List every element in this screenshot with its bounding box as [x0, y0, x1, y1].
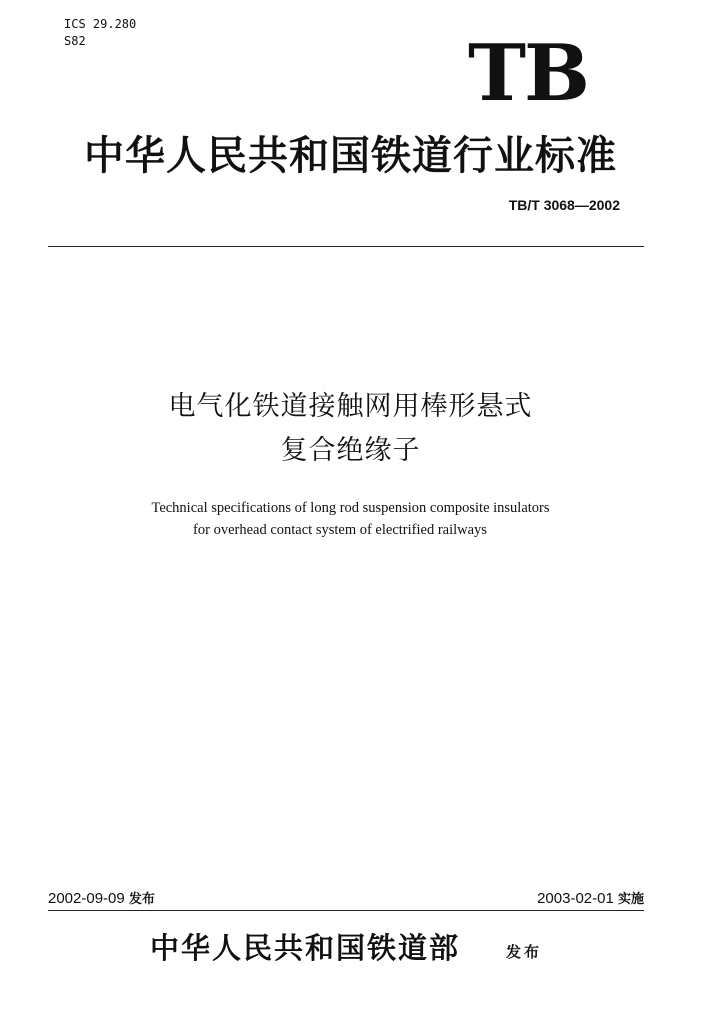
- issue-label: 发布: [128, 892, 155, 907]
- standard-number: TB/T 3068—2002: [508, 197, 620, 213]
- chinese-title-line-1: 电气化铁道接触网用棒形悬式: [168, 391, 533, 422]
- tb-logo: TB: [468, 28, 588, 119]
- implementation-label: 实施: [617, 892, 644, 907]
- ics-code: ICS 29.280: [64, 17, 137, 31]
- implementation-date: [440, 889, 644, 910]
- english-title-line-2: for overhead contact system of electrified railways: [193, 522, 487, 538]
- industry-standard-title: 中华人民共和国铁道行业标准: [84, 132, 617, 179]
- ccs-code: S82: [64, 34, 86, 48]
- header-divider: [48, 246, 644, 247]
- issue-date: [48, 889, 155, 910]
- publisher-name: 中华人民共和国铁道部: [150, 931, 461, 965]
- issue-date-value: 2002-09-09: [48, 890, 125, 907]
- english-title-line-1: Technical specifications of long rod suspension composite insulators: [151, 500, 550, 516]
- implementation-date-value: 2003-02-01: [537, 890, 614, 907]
- publisher-label: 发布: [506, 943, 543, 961]
- chinese-title-line-2: 复合绝缘子: [280, 435, 421, 466]
- classification-codes: [64, 16, 136, 50]
- footer-divider: [48, 910, 644, 911]
